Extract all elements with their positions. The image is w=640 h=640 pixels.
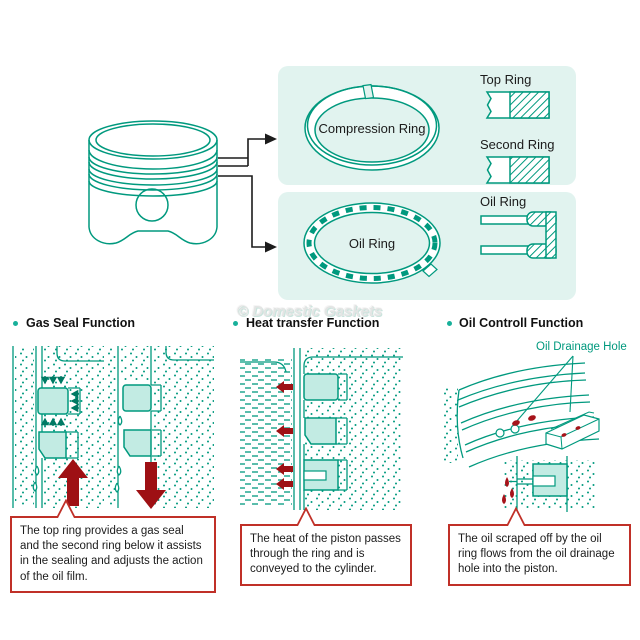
- heat-top-ring: [304, 374, 338, 400]
- drainage-hole: [496, 429, 504, 437]
- piston-drawing: [89, 121, 217, 244]
- oil-control-bullet-icon: [447, 321, 452, 326]
- oil-control-note-box: The oil scraped off by the oil ring flows from the oil drainage hole into the piston.: [448, 524, 631, 586]
- watermark: © Domestic Gaskets: [237, 303, 383, 320]
- oil-drainage-hole-label: Oil Drainage Hole: [536, 341, 627, 353]
- oil-droplet: [117, 466, 121, 475]
- oil-control-title: Oil Controll Function: [459, 316, 584, 330]
- heat-second-ring: [305, 418, 336, 444]
- second-ring-label: Second Ring: [480, 137, 555, 152]
- heat-transfer-bullet-icon: [233, 321, 238, 326]
- oil-droplet: [118, 416, 122, 425]
- gas-seal-right-second-ring: [124, 430, 151, 456]
- drainage-hole: [511, 425, 519, 433]
- arrowhead-to-oil-panel: [265, 242, 277, 253]
- gas-seal-title: Gas Seal Function: [26, 316, 136, 330]
- gas-seal-note-pointer: [55, 499, 77, 518]
- gas-seal-note-box: The top ring provides a gas seal and the second ring below it assists in the sealing and adjusts the action of the oil film.: [10, 516, 216, 593]
- oil-control-note-pointer: [505, 507, 527, 526]
- arrowhead-to-compression-panel: [265, 134, 277, 145]
- oil-ring-cross-section-label: Oil Ring: [480, 194, 527, 209]
- top-ring-label: Top Ring: [480, 72, 532, 87]
- heat-transfer-diagram: [238, 342, 408, 514]
- oil-drainage-leader-lines: [516, 356, 573, 422]
- oil-droplet: [35, 466, 39, 475]
- top-ring-cross-section: [487, 92, 549, 118]
- heat-transfer-note-box: The heat of the piston passes through the ring and is conveyed to the cylinder.: [240, 524, 412, 586]
- heat-transfer-note-pointer: [295, 507, 317, 526]
- connector-lines: [218, 139, 265, 247]
- gas-seal-left-second-ring: [39, 432, 66, 458]
- gas-seal-diagram: [8, 340, 218, 512]
- oil-droplet: [33, 482, 37, 491]
- oil-control-diagram: [443, 336, 640, 516]
- second-ring-cross-section: [487, 157, 549, 183]
- compression-ring-label: Compression Ring: [318, 121, 426, 136]
- gas-seal-right-top-ring: [123, 385, 151, 411]
- heat-transfer-title: Heat transfer Function: [246, 316, 380, 330]
- oil-droplet: [115, 483, 119, 492]
- piston-groove-bands: [457, 363, 599, 467]
- gas-seal-left-top-ring: [38, 388, 68, 414]
- oil-in-drainage-hole: [527, 414, 536, 422]
- oil-ring-label: Oil Ring: [348, 236, 396, 251]
- gas-seal-bullet-icon: [13, 321, 18, 326]
- piston-rings-overview-diagram: [0, 0, 640, 312]
